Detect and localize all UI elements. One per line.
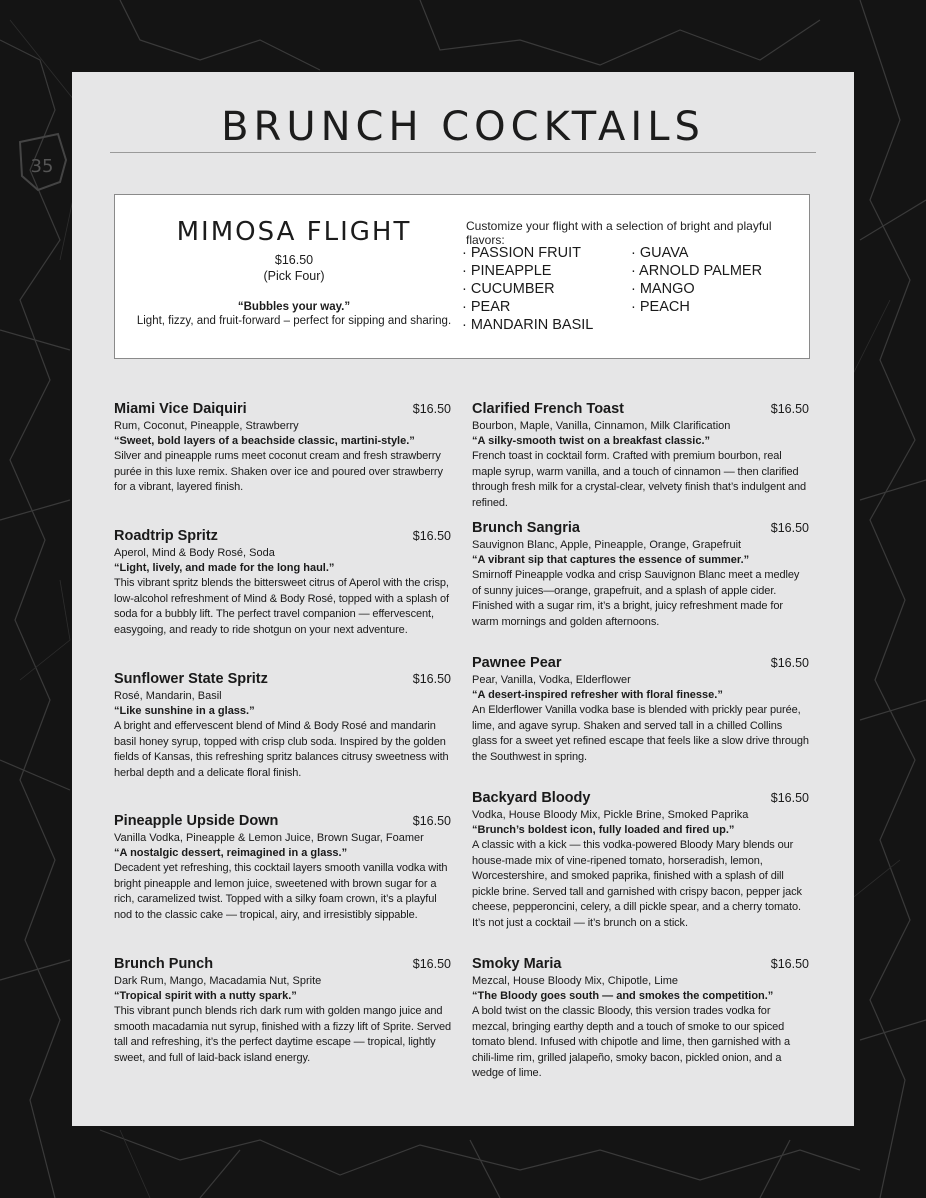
drink-ingredients: Bourbon, Maple, Vanilla, Cinnamon, Milk Clarification	[472, 420, 731, 432]
drink-description: Decadent yet refreshing, this cocktail layers smooth vanilla vodka with bright pineapple and lemon juice, sweetened with brown sugar for a rich, caramelized twist. Topped with a silky foam crown, it’s a playful nod to the classic cake — tropical, airy, and irresistibly sippable.	[114, 862, 448, 921]
drink-tagline: “Tropical spirit with a nutty spark.”	[114, 990, 297, 1002]
drink-name: Miami Vice Daiquiri	[114, 401, 247, 417]
drink-item	[114, 671, 451, 781]
drink-name: Pawnee Pear	[472, 655, 562, 671]
highway-shield-number: 35	[30, 156, 54, 177]
drink-price: $16.50	[770, 791, 809, 805]
drink-description: Smirnoff Pineapple vodka and crisp Sauvignon Blanc meet a medley of sunny juices—orange, grapefruit, and a splash of apple cider. Finished with a sugar rim, it’s a bright, juicy refreshment made for warm mornings and golden afternoons.	[472, 569, 800, 628]
drink-ingredients: Vodka, House Bloody Mix, Pickle Brine, Smoked Paprika	[472, 809, 749, 821]
drink-description: This vibrant spritz blends the bittersweet citrus of Aperol with the crisp, low-alcohol refreshment of Mind & Body Rosé, topped with a splash of soda for a bubbly lift. The perfect travel companion — effervescent, easygoing, and ready to ride shotgun on your next adventure.	[114, 577, 449, 636]
drink-tagline: “A silky-smooth twist on a breakfast classic.”	[472, 435, 711, 447]
drink-tagline: “The Bloody goes south — and smokes the competition.”	[472, 990, 774, 1002]
mimosa-flight-box	[114, 194, 810, 359]
flavor-item: · PASSION FRUIT	[462, 245, 581, 261]
drink-ingredients: Sauvignon Blanc, Apple, Pineapple, Orange, Grapefruit	[472, 539, 742, 551]
drink-item	[114, 528, 451, 638]
drink-name: Roadtrip Spritz	[114, 528, 218, 544]
drink-description: An Elderflower Vanilla vodka base is blended with prickly pear purée, lime, and agave syrup. Shaken and served tall in a chilled Collins glass for a sweet yet refined escape that feels like a slow drive through the Southwest in spring.	[472, 704, 809, 763]
flavor-item: · GUAVA	[631, 245, 689, 261]
drink-ingredients: Rosé, Mandarin, Basil	[114, 690, 222, 702]
drink-item	[472, 956, 809, 1082]
flavor-item: · PEAR	[462, 299, 511, 315]
drink-item	[114, 813, 451, 923]
drink-price: $16.50	[770, 656, 809, 670]
drink-tagline: “A desert-inspired refresher with floral finesse.”	[472, 689, 723, 701]
drink-item	[472, 401, 809, 511]
flavor-list-left	[462, 244, 593, 334]
flavor-item: · MANGO	[631, 281, 695, 297]
drink-price: $16.50	[412, 957, 451, 971]
drink-description: A bright and effervescent blend of Mind & Body Rosé and mandarin basil honey syrup, topped with crisp club soda. Inspired by the golden fields of Kansas, this refreshing spritz balances citrusy sweetness with herbal depth and a delicate floral finish.	[114, 720, 449, 779]
flight-description: Light, fizzy, and fruit-forward – perfect for sipping and sharing.	[136, 315, 452, 327]
drink-tagline: “A nostalgic dessert, reimagined in a glass.”	[114, 847, 348, 859]
drink-price: $16.50	[412, 402, 451, 416]
highway-shield-icon	[20, 134, 66, 190]
drink-name: Brunch Sangria	[472, 520, 580, 536]
drink-item	[114, 401, 451, 496]
drink-tagline: “Like sunshine in a glass.”	[114, 705, 255, 717]
drink-tagline: “Sweet, bold layers of a beachside classic, martini-style.”	[114, 435, 415, 447]
drink-ingredients: Aperol, Mind & Body Rosé, Soda	[114, 547, 275, 559]
drink-name: Brunch Punch	[114, 956, 214, 972]
flavor-item: · PEACH	[631, 299, 690, 315]
page-title: BRUNCH COCKTAILS	[221, 104, 705, 150]
drink-price: $16.50	[412, 672, 451, 686]
drink-name: Smoky Maria	[472, 956, 562, 972]
flight-intro: Customize your flight with a selection of bright and playful flavors:	[466, 219, 772, 247]
drink-description: A classic with a kick — this vodka-powered Bloody Mary blends our house-made mix of vine-ripened tomato, horseradish, lemon, Worcestershire, and smoked paprika, finished with a splash of dill pickle brine. Served tall and garnished with crispy bacon, pepper jack cheese, pepperoncini, celery, a dill pickle spear, and a cherry tomato. It’s not just a cocktail — it’s brunch on a stick.	[472, 839, 802, 929]
drink-description: This vibrant punch blends rich dark rum with golden mango juice and smooth macadamia nut syrup, finished with a fizzy lift of Sprite. Served tall and refreshing, it’s the perfect daytime escape — tropical, lightly sweet, and full of laid-back island energy.	[114, 1005, 452, 1064]
drink-item	[472, 520, 809, 630]
drink-ingredients: Mezcal, House Bloody Mix, Chipotle, Lime	[472, 975, 679, 987]
drink-item	[114, 956, 451, 1066]
drink-name: Backyard Bloody	[472, 790, 591, 806]
drink-ingredients: Vanilla Vodka, Pineapple & Lemon Juice, Brown Sugar, Foamer	[114, 832, 424, 844]
drink-item	[472, 655, 809, 765]
flight-price: $16.50	[274, 253, 314, 267]
drink-ingredients: Rum, Coconut, Pineapple, Strawberry	[114, 420, 299, 432]
drink-ingredients: Dark Rum, Mango, Macadamia Nut, Sprite	[114, 975, 322, 987]
drink-tagline: “Light, lively, and made for the long haul.”	[114, 562, 335, 574]
flavor-list-right	[631, 244, 762, 316]
drink-price: $16.50	[770, 521, 809, 535]
flavor-item: · PINEAPPLE	[462, 263, 552, 279]
drink-name: Sunflower State Spritz	[114, 671, 268, 687]
flavor-item: · CUCUMBER	[462, 281, 555, 297]
flavor-item: · ARNOLD PALMER	[631, 263, 763, 279]
flight-tagline: “Bubbles your way.”	[237, 301, 351, 313]
drink-description: A bold twist on the classic Bloody, this version trades vodka for mezcal, bringing earthy depth and a touch of smoke to our spiced tomato blend. Infused with chipotle and lime, then garnished with a chili-lime rim, grilled jalapeño, smoky bacon, pickled onion, and a wedge of lime.	[472, 1005, 790, 1079]
drink-name: Clarified French Toast	[472, 401, 625, 417]
drink-ingredients: Pear, Vanilla, Vodka, Elderflower	[472, 674, 631, 686]
flavor-item: · MANDARIN BASIL	[462, 317, 594, 333]
drink-price: $16.50	[412, 529, 451, 543]
drink-price: $16.50	[412, 814, 451, 828]
drink-tagline: “Brunch’s boldest icon, fully loaded and fired up.”	[472, 824, 735, 836]
drink-description: Silver and pineapple rums meet coconut cream and fresh strawberry purée in this luxe remix. Shaken over ice and poured over strawberry for a vibrant, layered finish.	[114, 450, 443, 493]
drink-tagline: “A vibrant sip that captures the essence of summer.”	[472, 554, 750, 566]
flight-summary	[115, 217, 473, 327]
drink-description: French toast in cocktail form. Crafted with premium bourbon, real maple syrup, warm vanilla, and a touch of cinnamon — then clarified through fresh milk for a crystal-clear, velvety finish that’s indulgent and refined.	[472, 450, 807, 509]
drink-item	[472, 790, 809, 931]
flight-note: (Pick Four)	[263, 269, 325, 283]
menu-card	[72, 72, 854, 1126]
drink-price: $16.50	[770, 402, 809, 416]
flight-name: MIMOSA FLIGHT	[176, 217, 412, 247]
title-divider	[110, 152, 816, 153]
drink-name: Pineapple Upside Down	[114, 813, 279, 829]
drink-price: $16.50	[770, 957, 809, 971]
